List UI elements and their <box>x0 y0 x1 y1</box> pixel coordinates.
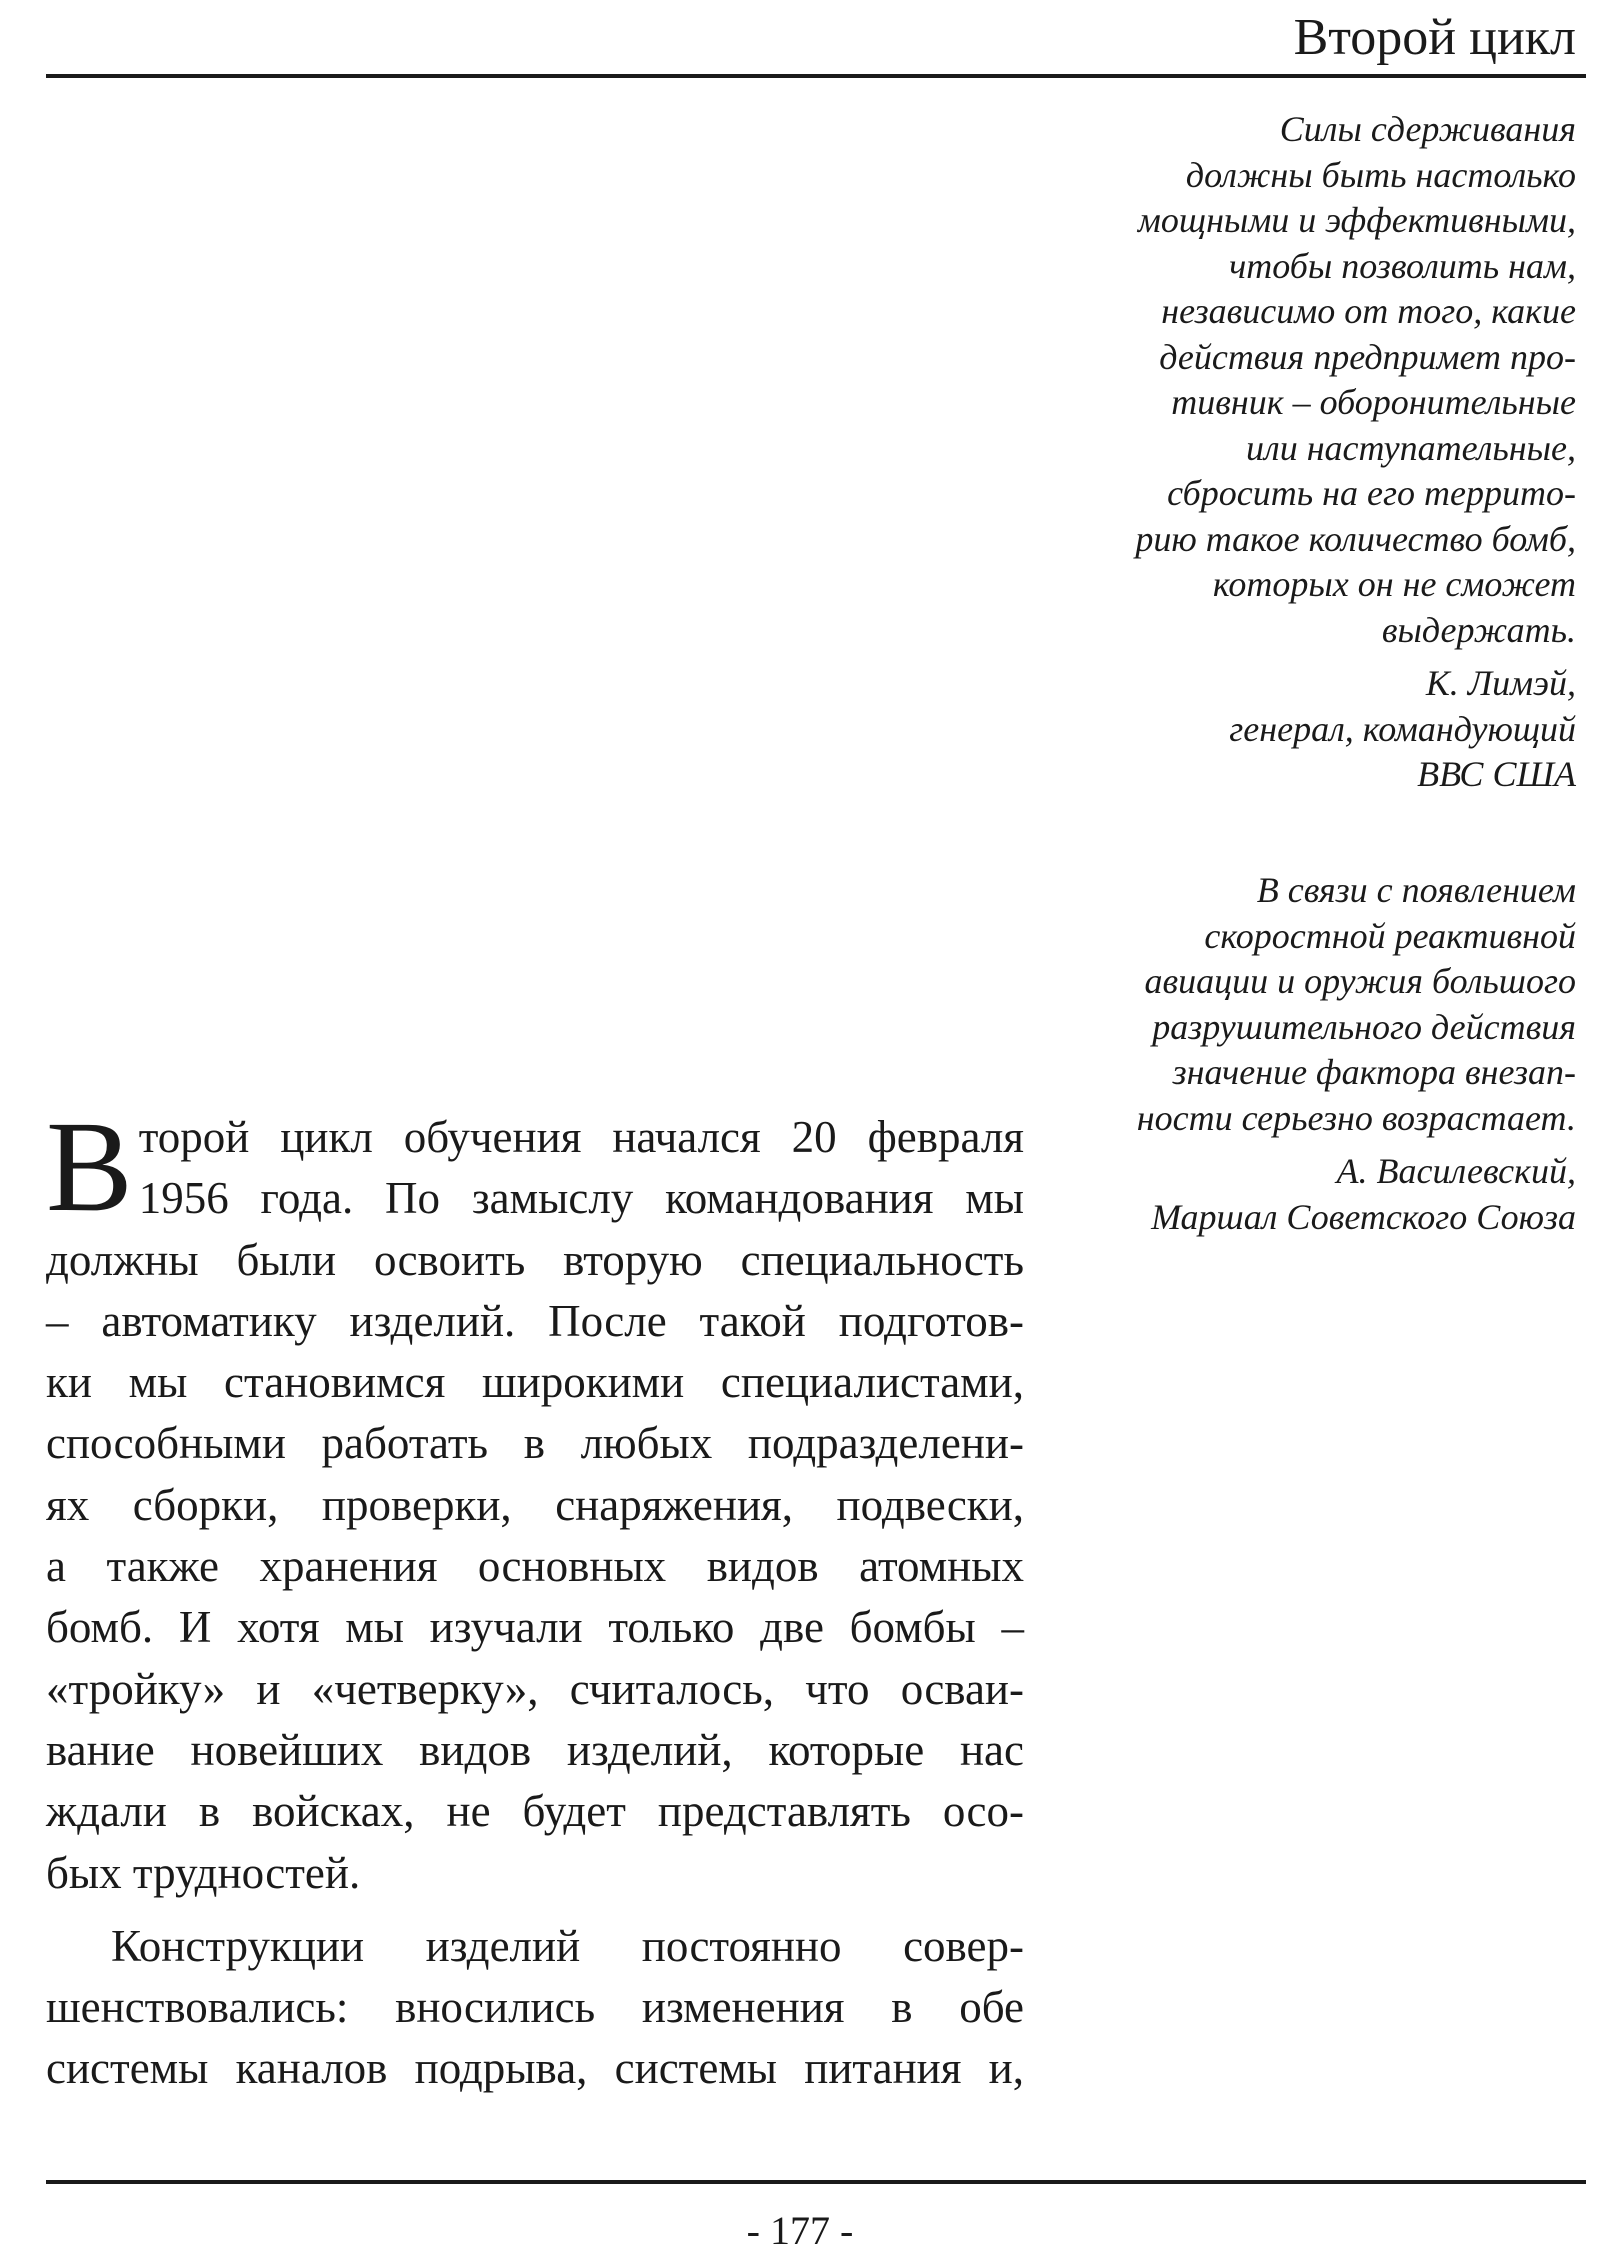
epigraph-line: скоростной реактивной <box>1204 915 1576 956</box>
epigraph-line: разрушительного действия <box>1152 1006 1576 1047</box>
epigraph-line: рию такое количество бомб, <box>1135 518 1576 559</box>
text-line: бомб. И хотя мы изучали только две бомбы – <box>46 1602 1024 1653</box>
text-line: «тройку» и «четверку», считалось, что осваи- <box>46 1663 1024 1714</box>
paragraph <box>46 1916 1024 2100</box>
attribution-line: генерал, командующий <box>1229 708 1576 749</box>
text-line: 1956 года. По замыслу командования мы <box>138 1173 1024 1224</box>
epigraph-line: чтобы позволить нам, <box>1229 245 1576 286</box>
attribution-line: К. Лимэй, <box>1425 663 1576 703</box>
epigraph-line: действия предпримет про- <box>1159 336 1576 377</box>
text-line: ждали в войсках, не будет представлять осо- <box>46 1786 1024 1837</box>
header-rule <box>46 74 1586 78</box>
main-text <box>46 1095 1024 2100</box>
epigraph-line: ности серьезно возрастает. <box>1136 1097 1576 1138</box>
epigraph-line: В связи с появлением <box>1256 870 1576 910</box>
epigraph-line: выдержать. <box>1381 609 1576 650</box>
text-line: Конструкции изделий постоянно совер- <box>111 1920 1024 1971</box>
epigraph-lemay <box>1040 107 1576 798</box>
epigraph-line: независимо от того, какие <box>1161 291 1576 331</box>
text-line: вание новейших видов изделий, которые нас <box>46 1724 1024 1775</box>
epigraph-line: которых он не сможет <box>1212 564 1576 604</box>
epigraph-line: должны быть настолько <box>1185 154 1576 195</box>
page-number: - 177 - <box>746 2208 854 2253</box>
epigraph-line: Силы сдерживания <box>1279 109 1576 149</box>
epigraph-line: тивник – оборонительные <box>1171 382 1576 422</box>
text-line: ки мы становимся широкими специалистами, <box>46 1357 1024 1408</box>
paragraph <box>46 1095 1024 1904</box>
text-line: шенствовались: вносились изменения в обе <box>46 1982 1024 2033</box>
text-line: ях сборки, проверки, снаряжения, подвески, <box>46 1479 1024 1530</box>
epigraph-line: авиации и оружия большого <box>1144 961 1576 1001</box>
attribution-line: А. Василевский, <box>1336 1151 1576 1191</box>
text-line: способными работать в любых подразделени- <box>46 1418 1024 1469</box>
text-line: – автоматику изделий. После такой подготов- <box>46 1295 1024 1346</box>
epigraph-attribution <box>1040 1149 1576 1240</box>
text-line: системы каналов подрыва, системы питания и, <box>46 2043 1024 2094</box>
attribution-line: ВВС США <box>1417 754 1576 794</box>
epigraph-attribution <box>1040 661 1576 798</box>
text-line: торой цикл обучения начался 20 февраля <box>138 1112 1024 1162</box>
drop-cap: В <box>46 1095 133 1239</box>
running-head: Второй цикл <box>1293 9 1576 66</box>
text-line: а также хранения основных видов атомных <box>46 1541 1024 1592</box>
text-line: бых трудностей. <box>46 1847 361 1898</box>
text-line: должны были освоить вторую специальность <box>46 1234 1024 1285</box>
footer-rule <box>46 2180 1586 2184</box>
epigraph-line: или наступательные, <box>1246 427 1576 468</box>
epigraph-line: мощными и эффективными, <box>1137 200 1576 240</box>
epigraph-vasilevsky <box>1040 868 1576 1240</box>
epigraph-line: сбросить на его террито- <box>1167 473 1576 513</box>
attribution-line: Маршал Советского Союза <box>1151 1196 1576 1237</box>
epigraph-line: значение фактора внезап- <box>1172 1052 1576 1092</box>
